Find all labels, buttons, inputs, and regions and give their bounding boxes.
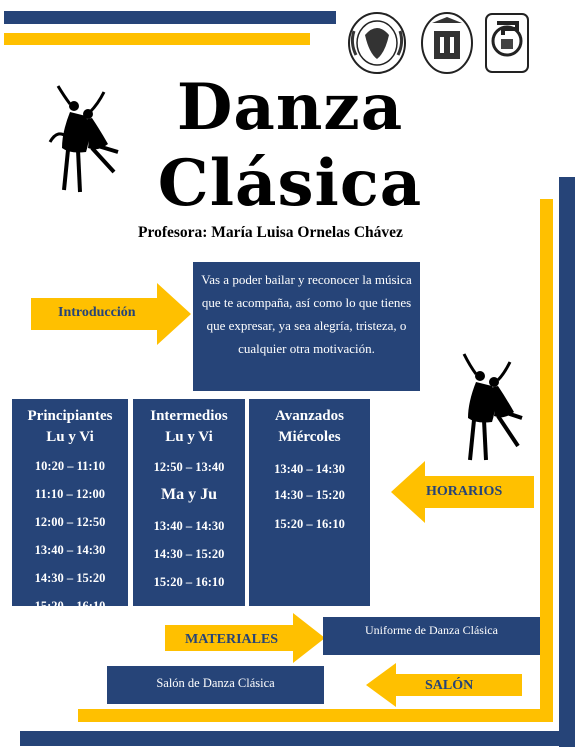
time-slot: 13:40 – 14:30: [34, 543, 106, 557]
materiales-label: MATERIALES: [185, 632, 279, 647]
intermediate-title: Intermedios: [150, 408, 228, 424]
cch-logo-icon: [485, 13, 529, 73]
time-slot: 12:00 – 12:50: [34, 515, 106, 529]
top-navy-bar: [4, 11, 336, 24]
schedule-intermediate: [133, 399, 245, 606]
room-text: Salón de Danza Clásica: [156, 676, 275, 690]
materials-box: [323, 617, 540, 655]
time-slot: 10:20 – 11:10: [34, 459, 106, 473]
teacher-name: Profesora: María Luisa Ornelas Chávez: [138, 224, 403, 241]
unam-seal-icon: [346, 11, 408, 75]
top-gold-bar: [4, 33, 310, 45]
time-slot: 15:20 – 16:10: [153, 575, 225, 589]
salon-label: SALÓN: [425, 678, 474, 693]
advanced-days: Miércoles: [278, 429, 341, 445]
intro-text: Vas a poder bailar y reconocer la música que te acompaña, así como lo que tienes que expresar, ya sea alegría, tristeza, o cualquier otra motivación.: [201, 272, 412, 356]
time-slot: 12:50 – 13:40: [153, 460, 225, 474]
intermediate-days-1: Lu y Vi: [165, 429, 213, 445]
schedule-beginners: [12, 399, 128, 613]
intro-label: Introducción: [58, 305, 136, 320]
advanced-title: Avanzados: [275, 408, 344, 424]
time-slot: 14:30 – 15:20: [274, 488, 345, 502]
time-slot: 13:40 – 14:30: [153, 519, 225, 533]
intermediate-days-2: Ma y Ju: [161, 486, 217, 503]
beginners-title: Principiantes: [27, 408, 113, 424]
ballet-dancers-icon: [44, 84, 124, 196]
ballet-dancers-icon: [454, 352, 526, 464]
bottom-navy-bar: [20, 731, 575, 746]
time-slot: 15:20 – 16:10: [34, 599, 106, 613]
time-slot: 14:30 – 15:20: [34, 571, 106, 585]
right-gold-bar: [540, 199, 553, 721]
beginners-days: Lu y Vi: [46, 429, 94, 445]
horarios-label: HORARIOS: [426, 484, 503, 499]
time-slot: 11:10 – 12:00: [34, 487, 106, 501]
page-title-line2: Clásica: [157, 146, 423, 221]
time-slot: 15:20 – 16:10: [274, 517, 345, 531]
right-navy-bar: [559, 177, 575, 747]
intro-box: [193, 262, 420, 391]
page-title-line1: Danza: [176, 70, 404, 145]
schedule-advanced: [249, 399, 370, 606]
materials-text: Uniforme de Danza Clásica: [365, 623, 498, 637]
time-slot: 13:40 – 14:30: [274, 462, 345, 476]
time-slot: 14:30 – 15:20: [153, 547, 225, 561]
room-box: [107, 666, 324, 704]
fes-seal-icon: [420, 11, 474, 75]
bottom-gold-bar: [78, 709, 553, 722]
